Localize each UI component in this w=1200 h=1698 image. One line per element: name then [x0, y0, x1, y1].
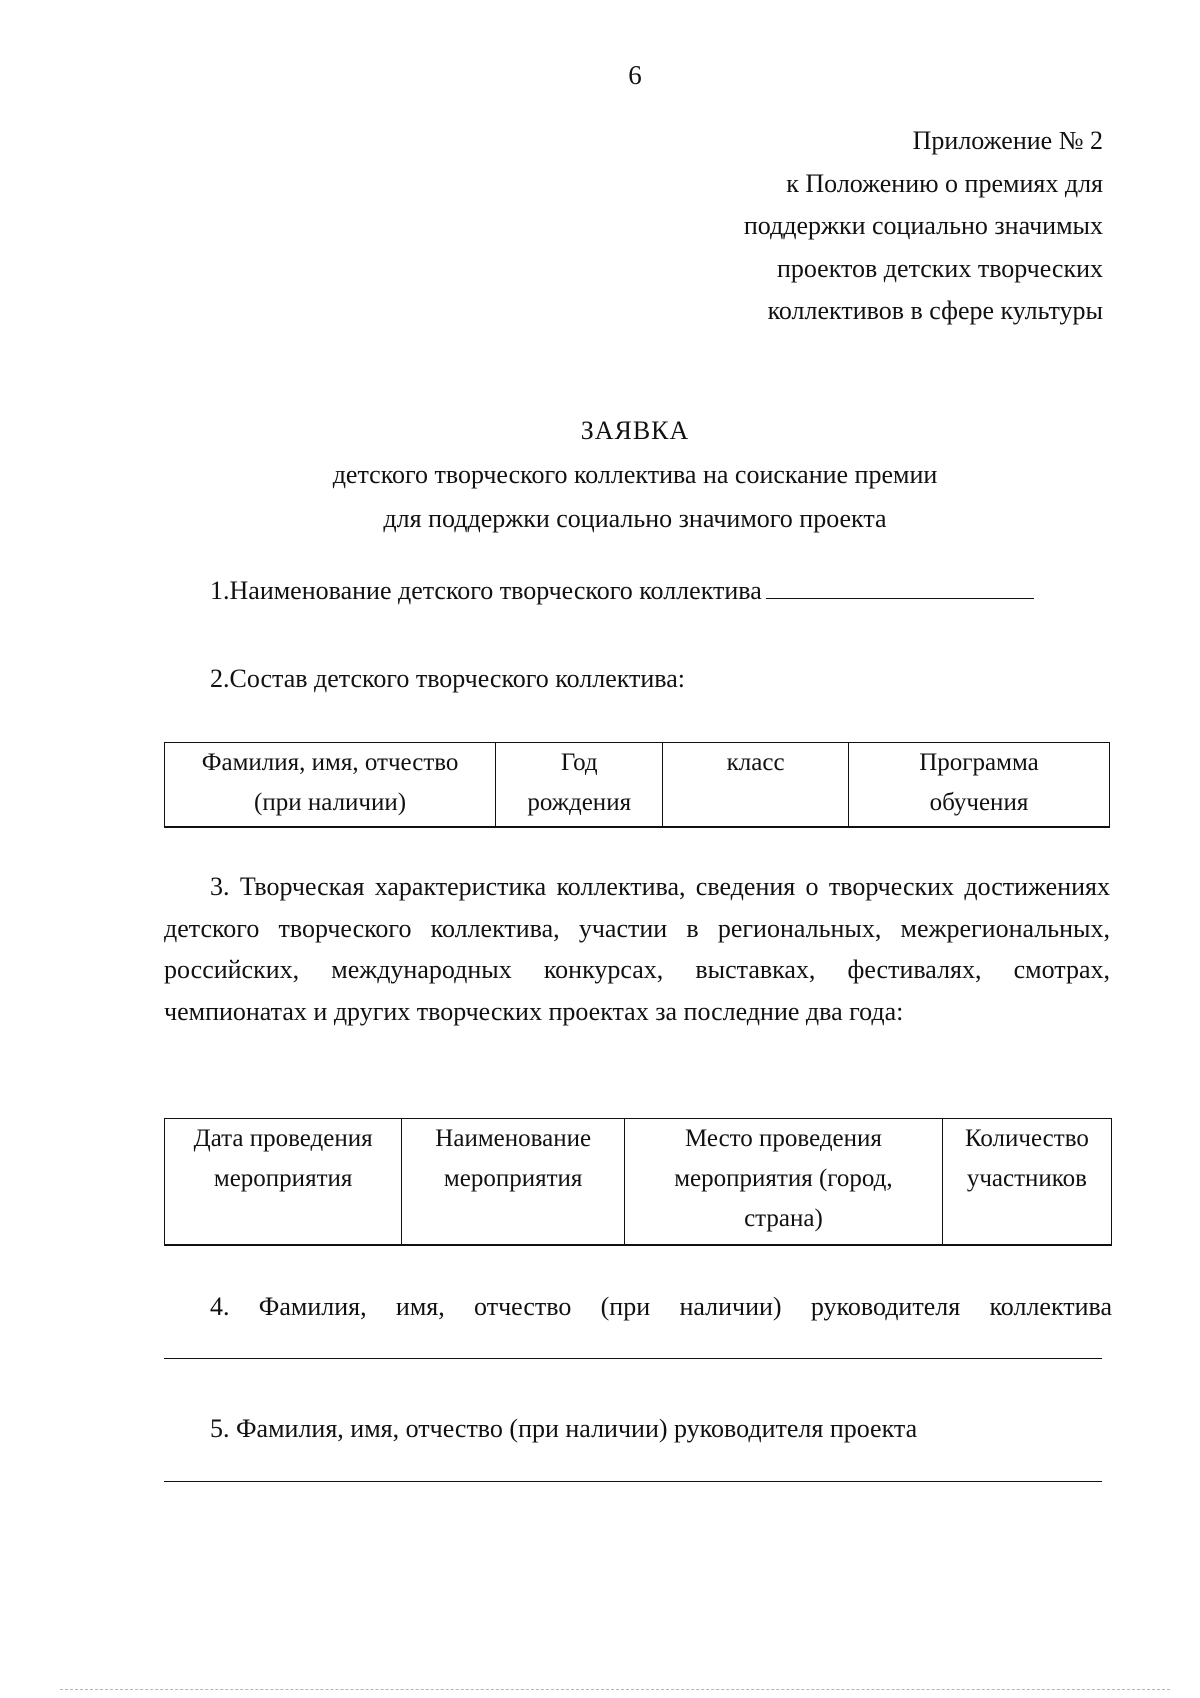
header-text: Дата проведения — [193, 1125, 373, 1152]
leader-collective-blank-line[interactable] — [164, 1358, 1102, 1359]
appendix-line: коллективов в сфере культуры — [767, 296, 1103, 325]
leader-project-blank-line[interactable] — [164, 1481, 1102, 1482]
section-1-collective-name — [210, 572, 1034, 608]
appendix-line: Приложение № 2 — [912, 126, 1103, 155]
header-text: мероприятия — [443, 1165, 583, 1192]
header-text: Программа — [919, 749, 1039, 776]
events-col-participants — [942, 1119, 1111, 1246]
section-1-label: 1.Наименование детского творческого коллектива — [210, 576, 762, 605]
appendix-line: к Положению о премиях для — [786, 168, 1103, 198]
events-col-place — [625, 1119, 943, 1246]
title-main: ЗАЯВКА — [580, 416, 690, 445]
header-text: Наименование — [435, 1125, 592, 1152]
header-text: Место проведения — [684, 1125, 882, 1152]
section-3-creative-description: 3. Творческая характеристика коллектива, сведения о творческих достижениях детского творческого коллектива, участии в региональных, межрегиональных, российских, международных конкурсах, выставках, фестивалях, смотрах, чемпионатах и других творческих проектах за последние два года: — [164, 872, 1110, 1026]
section-4-leader-collective: 4. Фамилия, имя, отчество (при наличии) руководителя коллектива — [210, 1292, 1112, 1321]
section-5-leader-project: 5. Фамилия, имя, отчество (при наличии) руководителя проекта — [210, 1414, 918, 1443]
header-text: класс — [726, 749, 785, 776]
collective-name-blank[interactable] — [766, 572, 1034, 599]
appendix-header — [583, 120, 1103, 333]
appendix-line: проектов детских творческих — [776, 253, 1103, 283]
header-text: Количество — [964, 1125, 1089, 1152]
table-header-row — [165, 743, 1110, 828]
members-col-fullname — [165, 743, 496, 828]
members-col-birth-year — [496, 743, 663, 828]
events-table — [164, 1118, 1112, 1246]
header-text: Год — [560, 749, 598, 776]
header-text: (при наличии) — [254, 789, 407, 816]
header-text: участников — [966, 1165, 1087, 1192]
header-text: мероприятия — [213, 1165, 353, 1192]
header-text: Фамилия, имя, отчество — [201, 749, 459, 776]
events-col-name — [402, 1119, 625, 1246]
page-number: 6 — [628, 60, 642, 90]
members-col-class — [663, 743, 849, 828]
members-col-program — [848, 743, 1109, 828]
header-text: рождения — [527, 789, 632, 816]
section-2-heading: 2.Состав детского творческого коллектива: — [210, 664, 686, 693]
members-table — [164, 742, 1110, 828]
header-text: страна) — [744, 1205, 823, 1232]
header-text: мероприятия (город, — [674, 1165, 893, 1192]
header-text: обучения — [929, 789, 1029, 816]
table-header-row — [165, 1119, 1112, 1246]
events-col-date — [165, 1119, 402, 1246]
scan-artifact-line — [60, 1689, 1170, 1690]
title-subtitle-line: детского творческого коллектива на соискание премии — [332, 460, 938, 489]
title-subtitle-line: для поддержки социально значимого проекта — [383, 504, 887, 533]
appendix-line: поддержки социально значимых — [743, 211, 1103, 240]
document-title — [0, 409, 1200, 541]
